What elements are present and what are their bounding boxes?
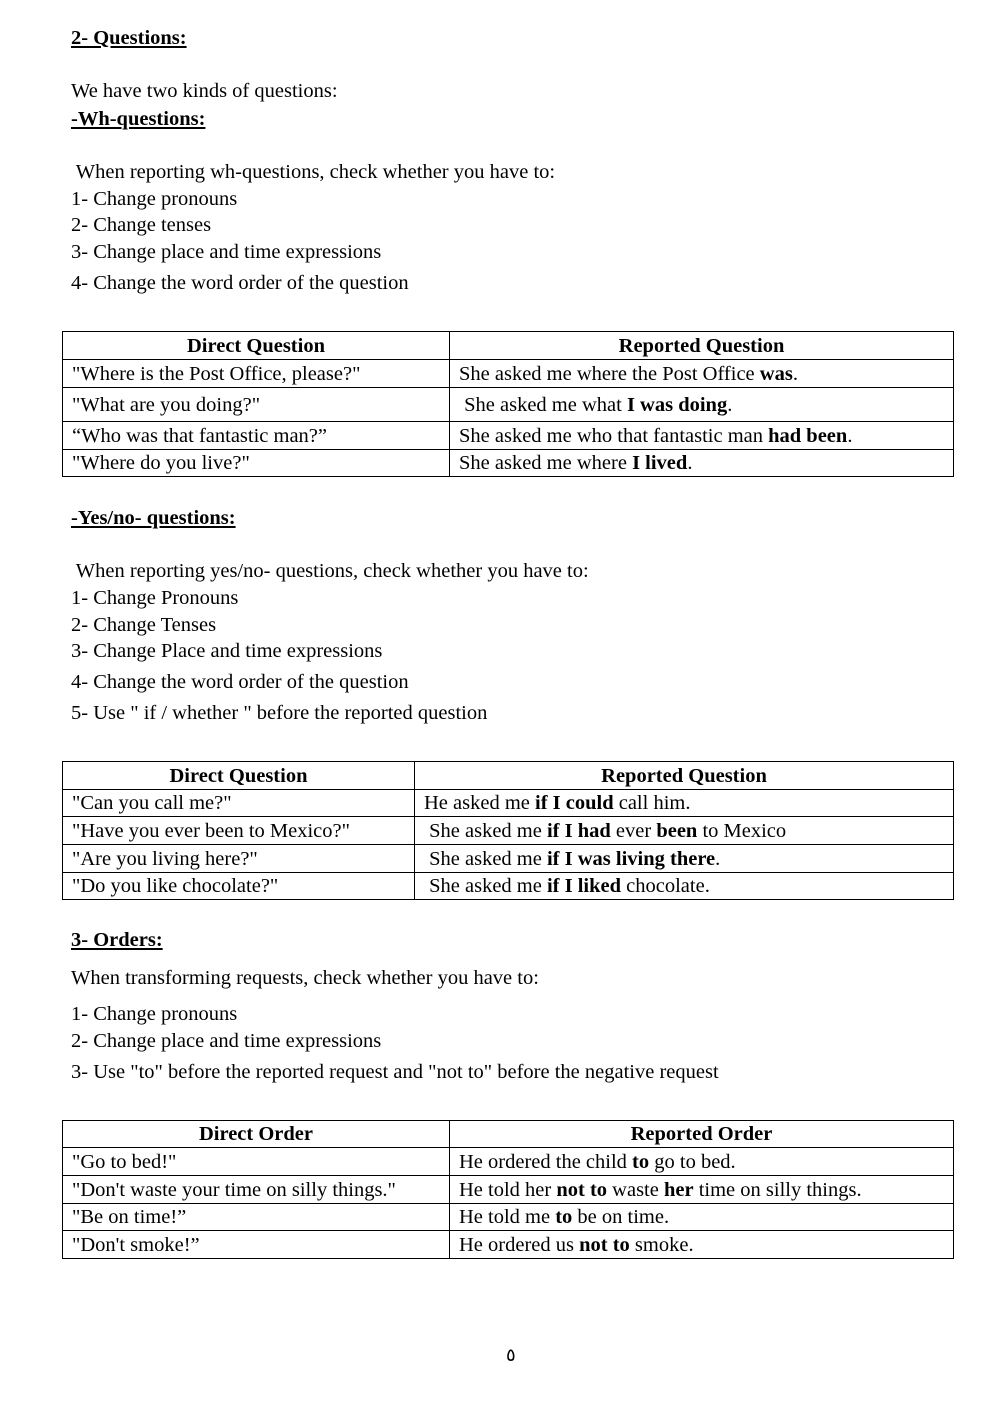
yn-step: 5- Use " if / whether " before the reported question bbox=[71, 702, 488, 724]
reported-cell bbox=[450, 1176, 954, 1204]
direct-cell bbox=[63, 817, 415, 845]
reported-cell bbox=[450, 1204, 954, 1231]
direct-cell bbox=[63, 1204, 450, 1231]
wh-heading: -Wh-questions: bbox=[71, 108, 206, 130]
cell-text: . bbox=[727, 393, 733, 416]
cell-text: She asked me what bbox=[459, 393, 627, 416]
emphasized-text: if I could bbox=[535, 792, 614, 814]
cell-text: He told her bbox=[459, 1178, 557, 1201]
table-row bbox=[63, 388, 954, 422]
wh-step: 4- Change the word order of the question bbox=[71, 272, 409, 294]
table-row bbox=[63, 360, 954, 388]
cell-text: "Where do you live?" bbox=[72, 452, 250, 474]
cell-text: “Who was that fantastic man?” bbox=[72, 424, 327, 447]
emphasized-text: to bbox=[555, 1206, 573, 1228]
cell-text: go to bed. bbox=[649, 1150, 736, 1173]
cell-text: . bbox=[792, 362, 798, 385]
emphasized-text: I lived bbox=[632, 452, 688, 474]
yn-step: 3- Change Place and time expressions bbox=[71, 640, 383, 662]
direct-cell bbox=[63, 1231, 450, 1259]
emphasized-text: was bbox=[759, 362, 793, 385]
table-header-row bbox=[63, 1121, 954, 1148]
reported-cell bbox=[450, 1231, 954, 1259]
orders-lead: When transforming requests, check whether you have to: bbox=[71, 967, 539, 989]
table-header-row bbox=[63, 332, 954, 360]
orders-step: 2- Change place and time expressions bbox=[71, 1030, 382, 1052]
emphasized-text: not to bbox=[579, 1233, 630, 1256]
cell-text: be on time. bbox=[572, 1206, 670, 1228]
orders-step: 1- Change pronouns bbox=[71, 1003, 238, 1025]
reported-cell bbox=[450, 422, 954, 450]
cell-text: He ordered the child bbox=[459, 1150, 633, 1173]
column-header: Reported Question bbox=[415, 762, 954, 790]
cell-text: "Don't smoke!” bbox=[72, 1233, 200, 1256]
table-row bbox=[63, 845, 954, 873]
emphasized-text: to bbox=[632, 1150, 650, 1173]
column-header: Direct Question bbox=[63, 332, 450, 360]
reported-cell bbox=[450, 1148, 954, 1176]
emphasized-text: her bbox=[663, 1178, 694, 1201]
direct-cell bbox=[63, 388, 450, 422]
column-header: Direct Question bbox=[63, 762, 415, 790]
table-row bbox=[63, 1204, 954, 1231]
yn-step: 2- Change Tenses bbox=[71, 614, 217, 636]
reported-cell bbox=[450, 388, 954, 422]
direct-cell bbox=[63, 1148, 450, 1176]
wh-questions-table bbox=[62, 331, 954, 477]
table-row bbox=[63, 450, 954, 477]
table-header-row bbox=[63, 762, 954, 790]
cell-text: time on silly things. bbox=[693, 1178, 862, 1201]
cell-text: "Have you ever been to Mexico?" bbox=[72, 819, 351, 842]
cell-text: waste bbox=[607, 1178, 664, 1201]
cell-text: She asked me who that fantastic man bbox=[459, 424, 769, 447]
cell-text: . bbox=[715, 847, 721, 870]
cell-text: "Be on time!” bbox=[72, 1206, 187, 1228]
column-header: Direct Order bbox=[63, 1121, 450, 1148]
cell-text: chocolate. bbox=[621, 875, 710, 897]
emphasized-text: not to bbox=[556, 1178, 608, 1201]
direct-cell bbox=[63, 845, 415, 873]
table-row bbox=[63, 873, 954, 900]
yes-no-questions-table bbox=[62, 761, 954, 900]
table-row bbox=[63, 790, 954, 817]
cell-text: "Do you like chocolate?" bbox=[72, 875, 279, 897]
wh-step: 1- Change pronouns bbox=[71, 188, 238, 210]
section-title-questions: 2- Questions: bbox=[71, 27, 187, 49]
cell-text: She asked me bbox=[424, 819, 547, 842]
cell-text: She asked me bbox=[424, 847, 547, 870]
cell-text: ever bbox=[610, 819, 657, 842]
wh-step: 2- Change tenses bbox=[71, 214, 212, 236]
table-row bbox=[63, 817, 954, 845]
column-header: Reported Question bbox=[450, 332, 954, 360]
section-title-orders: 3- Orders: bbox=[71, 929, 163, 951]
cell-text: She asked me where bbox=[459, 452, 633, 474]
emphasized-text: if I was living there bbox=[546, 847, 716, 870]
cell-text: "Go to bed!" bbox=[72, 1150, 177, 1173]
direct-cell bbox=[63, 873, 415, 900]
wh-step: 3- Change place and time expressions bbox=[71, 241, 382, 263]
cell-text: "What are you doing?" bbox=[72, 393, 261, 416]
cell-text: "Are you living here?" bbox=[72, 847, 258, 870]
cell-text: She asked me bbox=[424, 875, 547, 897]
yn-step: 4- Change the word order of the question bbox=[71, 671, 409, 693]
table-row bbox=[63, 1176, 954, 1204]
reported-cell bbox=[415, 790, 954, 817]
reported-cell bbox=[415, 845, 954, 873]
cell-text: He asked me bbox=[424, 792, 535, 814]
table-row bbox=[63, 422, 954, 450]
cell-text: . bbox=[847, 424, 853, 447]
emphasized-text: if I had bbox=[546, 819, 611, 842]
reported-cell bbox=[450, 360, 954, 388]
orders-step: 3- Use "to" before the reported request and "not to" before the negative request bbox=[71, 1061, 719, 1083]
cell-text: to Mexico bbox=[697, 819, 787, 842]
cell-text: "Where is the Post Office, please?" bbox=[72, 362, 361, 385]
cell-text: He told me bbox=[459, 1206, 556, 1228]
table-row bbox=[63, 1231, 954, 1259]
questions-intro: We have two kinds of questions: bbox=[71, 80, 338, 102]
page-number: ٥ bbox=[506, 1345, 516, 1366]
direct-cell bbox=[63, 422, 450, 450]
emphasized-text: I was doing bbox=[626, 393, 728, 416]
emphasized-text: been bbox=[656, 819, 698, 842]
direct-cell bbox=[63, 360, 450, 388]
table-row bbox=[63, 1148, 954, 1176]
emphasized-text: if I liked bbox=[546, 875, 622, 897]
cell-text: smoke. bbox=[629, 1233, 694, 1256]
yn-heading: -Yes/no- questions: bbox=[71, 507, 236, 529]
cell-text: "Don't waste your time on silly things." bbox=[72, 1178, 396, 1201]
cell-text: "Can you call me?" bbox=[72, 792, 232, 814]
cell-text: He ordered us bbox=[459, 1233, 580, 1256]
reported-cell bbox=[415, 817, 954, 845]
direct-cell bbox=[63, 1176, 450, 1204]
wh-lead: When reporting wh-questions, check whether you have to: bbox=[71, 161, 556, 183]
cell-text: . bbox=[687, 452, 693, 474]
direct-cell bbox=[63, 450, 450, 477]
reported-cell bbox=[450, 450, 954, 477]
yn-lead: When reporting yes/no- questions, check whether you have to: bbox=[71, 560, 589, 582]
orders-table bbox=[62, 1120, 954, 1259]
column-header: Reported Order bbox=[450, 1121, 954, 1148]
cell-text: She asked me where the Post Office bbox=[459, 362, 760, 385]
yn-step: 1- Change Pronouns bbox=[71, 587, 239, 609]
reported-cell bbox=[415, 873, 954, 900]
direct-cell bbox=[63, 790, 415, 817]
emphasized-text: had been bbox=[768, 424, 848, 447]
cell-text: call him. bbox=[613, 792, 691, 814]
